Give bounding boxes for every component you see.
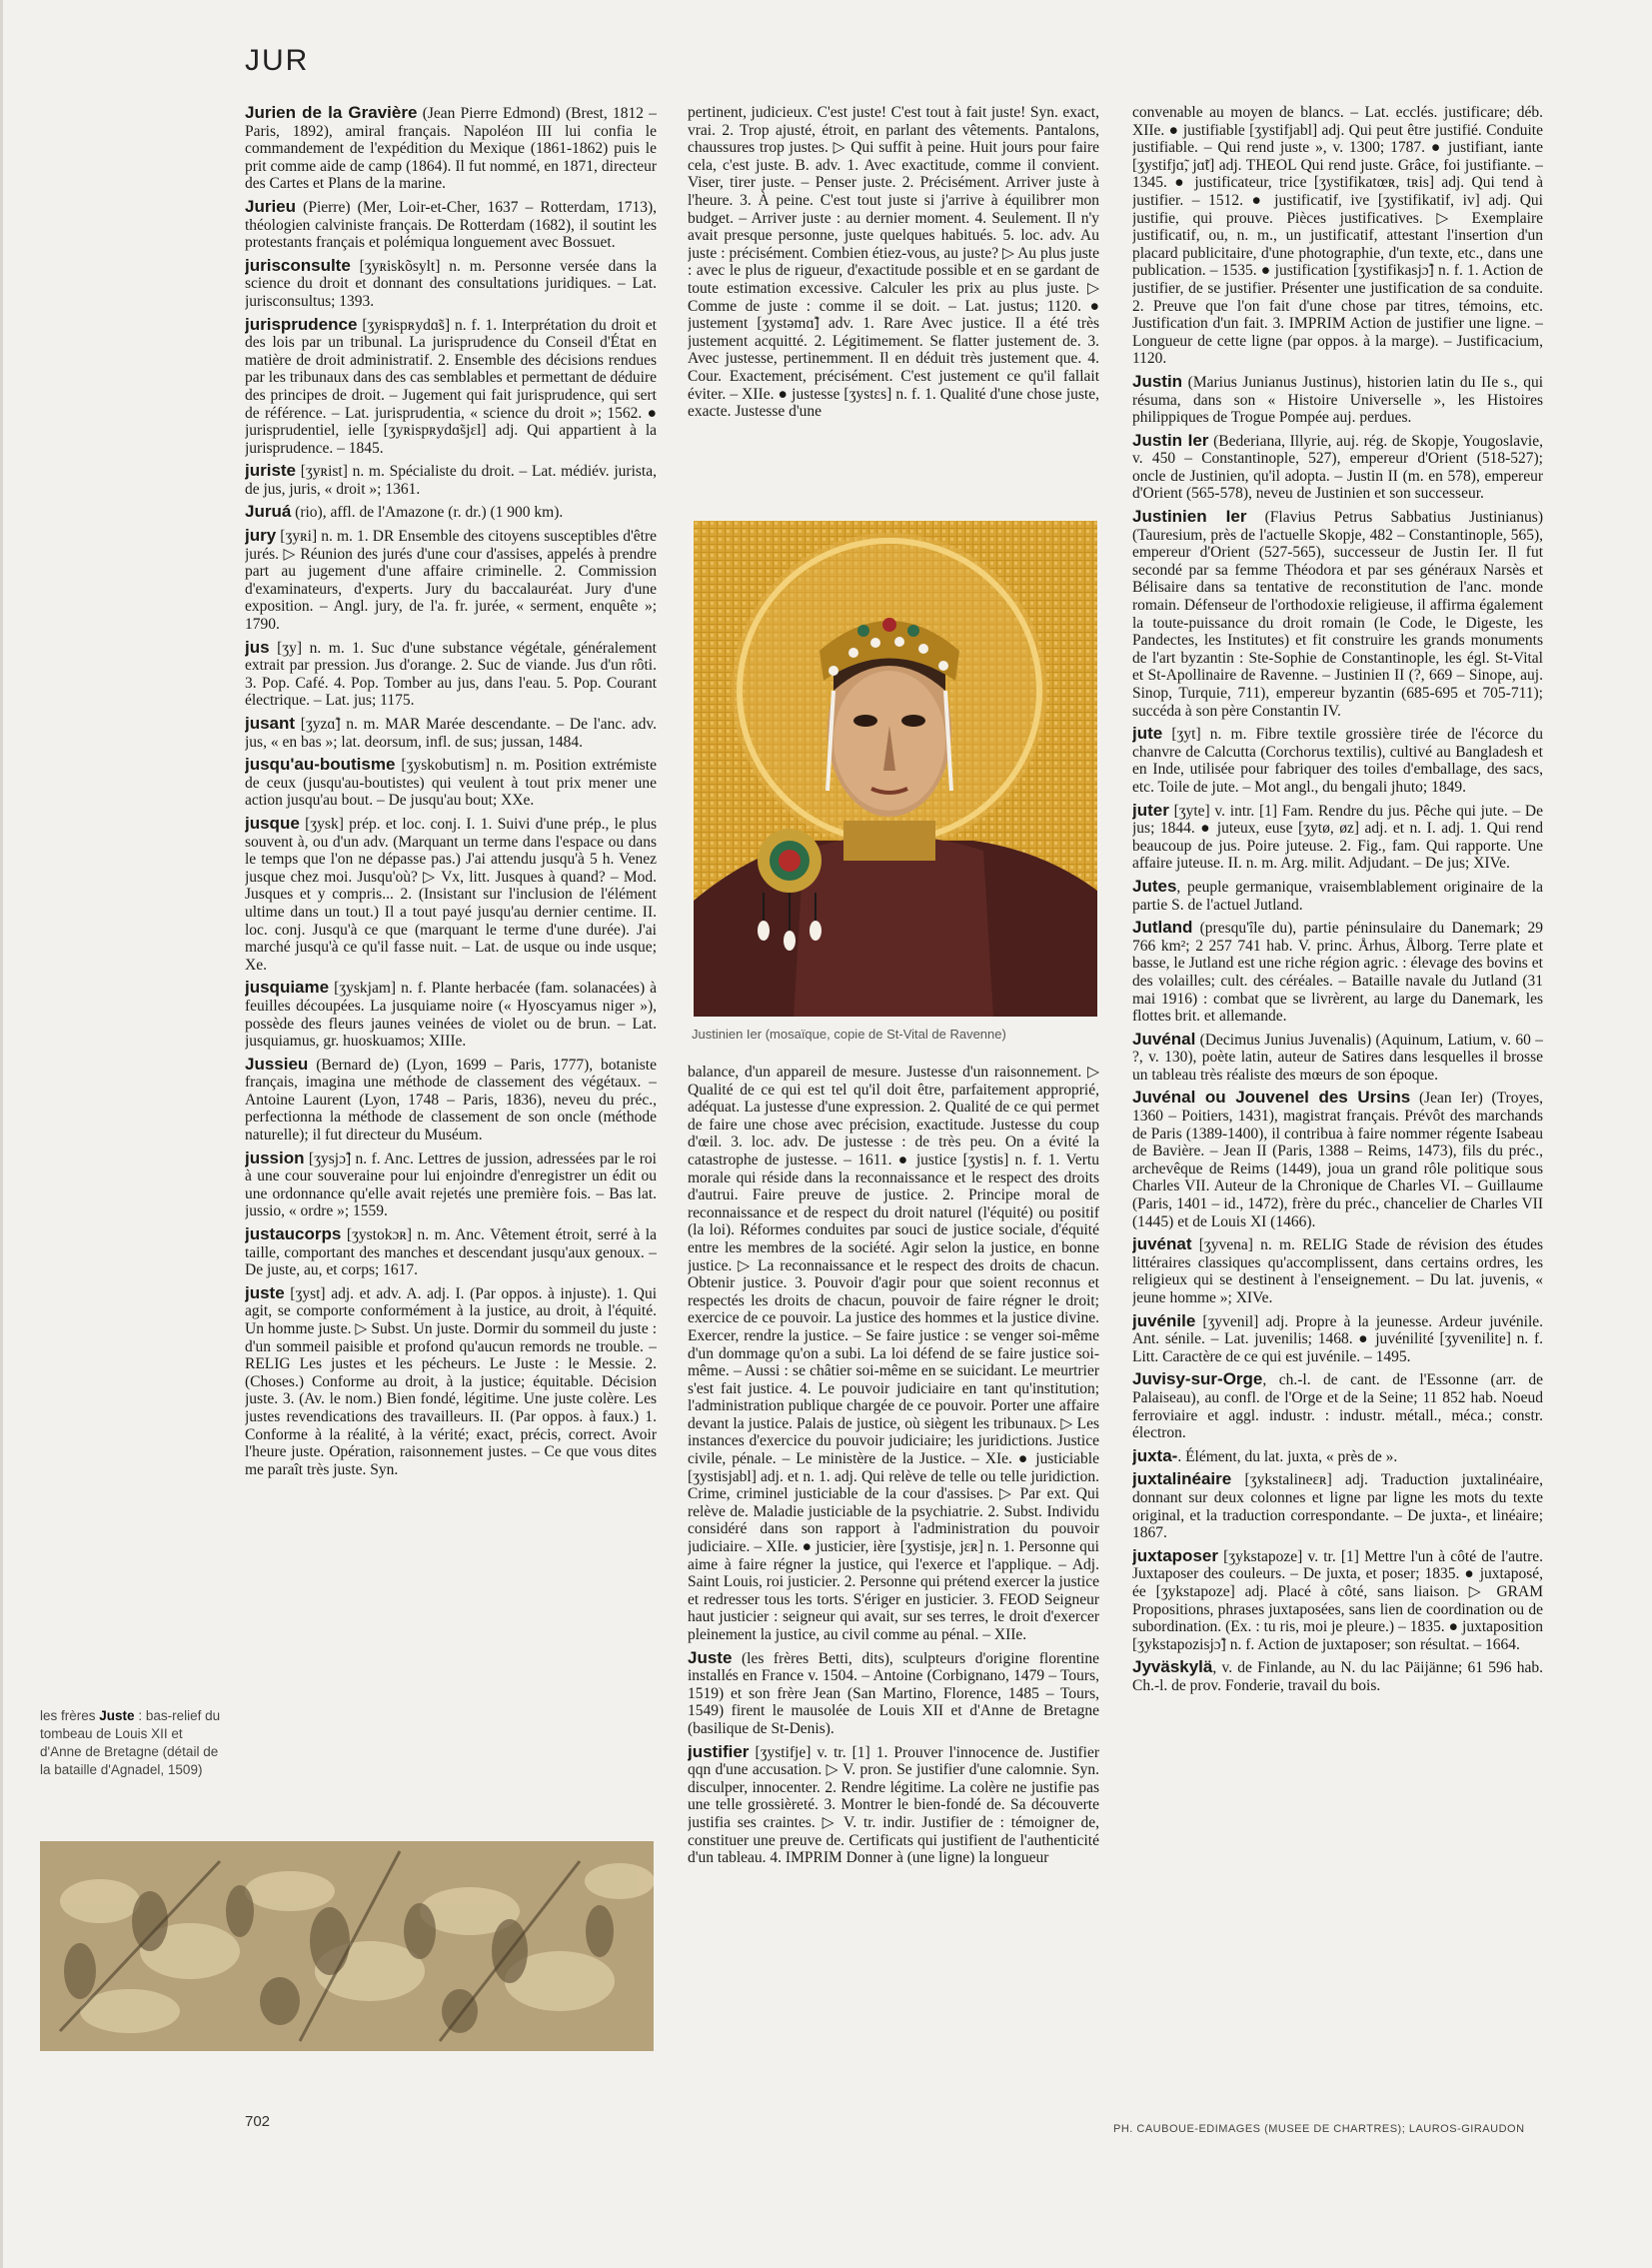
definition-text: [ʒyʀist] n. m. Spécialiste du droit. – Lat. médiév. jurista, de jus, juris, « droit »; 1361. xyxy=(245,463,657,498)
dictionary-entry xyxy=(1132,1031,1543,1085)
dictionary-entry xyxy=(1132,1370,1543,1441)
definition-text: [ʒyt] n. m. Fibre textile grossière tirée de l'écorce du chanvre de Calcutta (Corchorus textilis), cultivé au Bangladesh et en Inde, utilisée pour fabriquer des toiles d'emballage, des sacs, etc. Toile de jute. – Mot angl., du bengali jhuto; 1849. xyxy=(1132,726,1543,796)
headword: juxta- xyxy=(1132,1445,1178,1465)
mosaic-caption: Justinien Ier (mosaïque, copie de St-Vital de Ravenne) xyxy=(692,1027,1006,1042)
dictionary-entry xyxy=(245,1225,657,1279)
dictionary-entry xyxy=(245,1056,657,1144)
headword: jus xyxy=(245,637,270,657)
dictionary-entry xyxy=(1132,878,1543,914)
dictionary-entry xyxy=(1132,432,1543,503)
relief-caption-bold: Juste xyxy=(99,1708,135,1723)
headword: Justin Ier xyxy=(1132,430,1209,450)
dictionary-entry xyxy=(245,527,657,634)
definition-text: [ʒyte] v. intr. [1] Fam. Rendre du jus. Pêche qui jute. – De jus; 1844. ● juteux, euse [ʒytø, øz] adj. et n. I. adj. 1. Qui rend beaucoup de jus. Poire juteuse. 2. Fig., fam. Qui rapporte. Une affaire juteuse. II. n. m. Arg. milit. Adjudant. – De jus; XIVe. xyxy=(1132,802,1543,873)
headword: Juruá xyxy=(245,502,292,522)
headword: jusque xyxy=(245,813,300,833)
headword: jury xyxy=(245,526,277,546)
dictionary-entry xyxy=(1132,725,1543,796)
dictionary-entry xyxy=(245,815,657,974)
mosaic-illustration xyxy=(694,521,1097,1017)
definition-text: [ʒyst] adj. et adv. A. adj. I. (Par oppos. à injuste). 1. Qui agit, se comporte conformément à la justice, au droit, à l'équité. Un homme juste. ▷ Subst. Un juste. Dormir du sommeil du juste : d'un sommeil paisible et profond qu'aucun remords ne trouble. – RELIG Les justes et les pécheurs. Le Juste : le Messie. 2. (Choses.) Conforme au droit, à la justice; équitable. Décision juste. 3. (Av. le nom.) Bien fondé, légitime. Une juste colère. Les justes revendications des travailleurs. II. (Par oppos. à faux.) 1. Conforme à la réalité, à la vérité; exact, précis, correct. Avoir l'heure juste. Opération, raisonnement justes. – Ce que vous dites me paraît très juste. Syn. xyxy=(245,1284,657,1478)
definition-text: (Marius Junianus Justinus), historien latin du IIe s., qui résuma, dans son « Histoire Universelle », les Histoires philippiques de Trogue Pompée auj. perdues. xyxy=(1132,373,1543,427)
definition-text: (Jean Pierre Edmond) (Brest, 1812 – Paris, 1892), amiral français. Napoléon III lui confia le commandement de l'expédition du Mexique (1861-1862) puis le prit comme aide de camp (1864). Il fut nommé, en 1871, directeur des Cartes et Plans de la marine. xyxy=(245,105,657,193)
definition-text: (Jean Ier) (Troyes, 1360 – Poitiers, 1431), magistrat français. Prévôt des marchands de Paris (1389-1400), il contribua à faire nommer régente Isabeau de Bavière. – Jean II (Paris, 1388 – Reims, 1473), fils du préc., archevêque de Reims (1449), joua un grand rôle politique sous Charles VII. Auteur de la Chronique de Charles VI. – Guillaume (Paris, 1401 – id., 1472), frère du préc., chancelier de Charles VII (1445) et de Louis XI (1466). xyxy=(1132,1090,1543,1230)
headword: jusqu'au-boutisme xyxy=(245,755,396,775)
dictionary-entry xyxy=(1132,373,1543,427)
definition-text: [ʒystokɔʀ] n. m. Anc. Vêtement étroit, serré à la taille, comportant des manches et descendant jusqu'aux genoux. – De juste, au, et corps; 1617. xyxy=(245,1226,657,1279)
definition-text: [ʒyʀi] n. m. 1. DR Ensemble des citoyens susceptibles d'être jurés. ▷ Réunion des jurés d'une cour d'assises, appelés à prendre part au jugement d'une affaire criminelle. 2. Commission d'examinateurs, d'experts. Jury du baccalauréat. Jury d'une exposition. – Angl. jury, de l'a. fr. jurée, « serment, enquête »; 1790. xyxy=(245,528,657,634)
headword: Jyväskylä xyxy=(1132,1657,1213,1677)
dictionary-entry xyxy=(245,104,657,193)
dictionary-entry xyxy=(1132,508,1543,720)
headword: justifier xyxy=(688,1741,750,1761)
dictionary-entry xyxy=(1132,1089,1543,1230)
definition-text: (rio), affl. de l'Amazone (r. dr.) (1 900 km). xyxy=(291,504,564,522)
headword: Jutland xyxy=(1132,918,1193,938)
dictionary-entry xyxy=(1132,802,1543,873)
entry-continuation: pertinent, judicieux. C'est juste! C'est tout à fait juste! Syn. exact, vrai. 2. Trop ajusté, étroit, en parlant des vêtements. Pantalons, chaussures trop justes. ▷ Qui suffit à peine. Huit jours pour faire cela, c'est juste. B. adv. 1. Avec exactitude, comme il convient. Viser, tirer juste. – Penser juste. 2. Précisément. Arriver juste à l'heure. 3. À peine. C'est tout juste si j'arrive à équilibrer mon budget. – Arriver juste : au dernier moment. 4. Seulement. Il n'y avait presque personne, juste quelques habitués. 5. loc. adv. Au juste : précisément. Combien étiez-vous, au juste? ▷ Au plus juste : avec le plus de rigueur, d'exactitude possible et en se gardant de toute estimation excessive. Calculer les prix au plus juste. ▷ Comme de juste : comme il se doit. – Lat. justus; 1120. ● justement [ʒystəmɑ̃] adv. 1. Rare Avec justice. Il a été très justement acquitté. 2. Légitimement. Se flatter justement de. 3. Avec justesse, pertinemment. Il en déduit très justement que. 4. Cour. Exactement, précisément. C'est justement ce qu'il fallait éviter. – XIIe. ● justesse [ʒystɛs] n. f. 1. Qualité d'une chose juste, exacte. Justesse d'une xyxy=(688,104,1099,421)
headword: juriste xyxy=(245,461,297,481)
page-edge xyxy=(0,0,3,2268)
dictionary-entry xyxy=(245,1284,657,1479)
headword: Jurieu xyxy=(245,196,297,216)
column-1 xyxy=(245,104,657,1823)
dictionary-entry xyxy=(245,198,657,252)
headword: jussion xyxy=(245,1147,305,1167)
justinien-mosaic-image xyxy=(694,521,1097,1017)
headword: Juvisy-sur-Orge xyxy=(1132,1369,1263,1389)
definition-text: [ʒyskjam] n. f. Plante herbacée (fam. solanacées) à feuilles découpées. La jusquiame noire (« Hyoscyamus niger »), possède des fleurs jaunes veinées de violet ou de brun. – Lat. jusquiamus, gr. huoskuamos; XIIIe. xyxy=(245,980,657,1051)
definition-text: , v. de Finlande, au N. du lac Päijänne; 61 596 hab. Ch.-l. de prov. Fonderie, travail du bois. xyxy=(1132,1659,1543,1694)
headword: Juvénal xyxy=(1132,1029,1196,1049)
dictionary-entry xyxy=(1132,1470,1543,1541)
definition-text: [ʒyskobutism] n. m. Position extrémiste de ceux (jusqu'au-boutistes) qui veulent à tout prix mener une action jusqu'au bout. – De jusqu'au bout; XXe. xyxy=(245,757,657,810)
definition-text: [ʒysk] prép. et loc. conj. I. 1. Suivi d'une prép., le plus souvent à, ou d'un adv. (Marquant un terme dans l'espace ou dans le temps que l'on ne dépasse pas.) J'ai attendu jusqu'à 5 h. Venez jusque chez moi. Jusqu'où? ▷ Vx, litt. Jusques à quand? – Mod. Jusques et y compris... 2. (Insistant sur l'inclusion de l'élément ultime dans un tout.) Il a tout payé jusqu'au dernier centime. II. loc. conj. Jusqu'à ce que (marquant le terme d'une durée). J'ai marché jusqu'à ce qu'il fasse nuit. – Lat. de usque ou inde usque; Xe. xyxy=(245,815,657,974)
definition-text: (Flavius Petrus Sabbatius Justinianus) (Tauresium, près de l'actuelle Skopje, 482 – Constantinople, 565), empereur d'Orient (527-565), successeur de Justin Ier. Il fut secondé par sa femme Théodora et par ses généraux Narsès et Bélisaire dans sa tentative de reconstitution de l'anc. monde romain. Défenseur de l'orthodoxie religieuse, il affirma également la toute-puissance du droit romain (le Code, le Digeste, les Pandectes, les Institutes) et fit construire les grands monuments de l'art byzantin : Ste-Sophie de Constantinople, les égl. St-Vital et St-Apollinaire de Ravenne. – Justinien II (?, 669 – Sinope, auj. Sinop, Turquie, 711), empereur byzantin (685-695 et 705-711); succéda à son père Constantin IV. xyxy=(1132,509,1543,720)
dictionary-entry xyxy=(1132,1235,1543,1306)
definition-text: [ʒyvenil] adj. Propre à la jeunesse. Ardeur juvénile. Ant. sénile. – Lat. juvenilis; 1468. ● juvénilité [ʒyvenilite] n. f. Litt. Caractère de ce qui est juvénile. – 1495. xyxy=(1132,1312,1543,1365)
dictionary-entry xyxy=(245,257,657,311)
definition-text: convenable au moyen de blancs. – Lat. ecclés. justificare; déb. XIIe. ● justifiable [ʒystifjabl] adj. Qui peut être justifié. Conduite justifiable. – Qui rend juste », v. 1300; 1787. ● justifiant, iante [ʒystifjɑ̃, jɑ̃t] adj. THEOL Qui rend juste. Grâce, foi justifiante. – 1345. ● justificateur, trice [ʒystifikatœʀ, tʀis] adj. Qui tend à justifier. – 1512. ● justificatif, ive [ʒystifikatif, iv] adj. Qui justifie, qui prouve. Pièces justificatives. ▷ Exemplaire justificatif, ou, n. m., un justificatif, attestant l'insertion d'un placard publicitaire, d'une photographie, d'un texte, etc., dans une publication. – 1535. ● justification [ʒystifikasjɔ̃] n. f. 1. Action de justifier, de se justifier. Présenter une justification de sa conduite. 2. Preuve que l'on fait d'une chose par titres, témoins, etc. Justification d'un fait. 3. IMPRIM Action de justifier une ligne. – Longueur de cette ligne (par oppos. à la marge). – Justificacium, 1120. xyxy=(1132,104,1543,368)
headword: jute xyxy=(1132,724,1163,744)
headword: juter xyxy=(1132,800,1169,820)
dictionary-entry xyxy=(245,316,657,458)
running-head: JUR xyxy=(245,44,310,77)
bas-relief-image xyxy=(40,1841,654,2051)
relief-illustration xyxy=(40,1841,654,2051)
headword: Justin xyxy=(1132,371,1183,391)
definition-text: (les frères Betti, dits), sculpteurs d'origine florentine installés en France v. 1504. – Antoine (Corbignano, 1479 – Tours, 1519) et son frère Jean (San Martino, Florence, 1485 – Tours, 1549) firent le mausolée de Louis XII et d'Anne de Bretagne (basilique de St-Denis). xyxy=(688,1649,1099,1737)
dictionary-entry xyxy=(245,462,657,498)
definition-text: balance, d'un appareil de mesure. Justesse d'un raisonnement. ▷ Qualité de ce qui est tel qu'il doit être, parfaitement approprié, adéquat. La justesse d'une expression. 2. Qualité de ce qui permet de faire une chose avec précision, exactitude. Justesse du coup d'œil. 3. loc. adv. De justesse : de très peu. On a évité la catastrophe de justesse. – 1611. ● justice [ʒystis] n. f. 1. Vertu morale qui réside dans la reconnaissance et le respect des droits d'autrui. Faire preuve de justice. 2. Principe moral de reconnaissance et de respect du droit naturel (l'équité) ou positif (la loi). Réformes conduites par souci de justice sociale, d'équité entre les membres de la société. Agir selon la justice, en bonne justice. ▷ La reconnaissance et le respect des droits de chacun. Obtenir justice. 3. Pouvoir d'agir pour que soient reconnus et respectés les droits de chacun, pouvoir de faire régner le droit; exercice de ce pouvoir. La justice des hommes et la justice divine. Exercer, rendre la justice. – Se faire justice : se venger soi-même d'un dommage qu'on a subi. La loi défend de se faire justice soi-même. – Aussi : se châtier soi-même en se suicidant. Le meurtrier s'est fait justice. 4. Le pouvoir judiciaire en tant qu'institution; l'administration publique chargée de ce pouvoir. Porter une affaire devant la justice. Palais de justice, où siègent les tribunaux. ▷ Les instances d'exercice du pouvoir judiciaire; les juridictions. Justice civile, pénale. – Le ministère de la Justice. – XIe. ● justiciable [ʒystisjabl] adj. et n. 1. adj. Qui relève de telle ou telle juridiction. Crime, criminel justiciable de la cour d'assises. ▷ Par ext. Qui relève de. Maladie justiciable de la psychiatrie. 2. Subst. Individu considéré dans son rapport à l'administration du pouvoir judiciaire. – XIIe. ● justicier, ière [ʒystisje, jɛʀ] n. 1. Personne qui aime à faire régner la justice, qui l'exerce et l'applique. – Adj. Saint Louis, roi justicier. 2. Personne qui prétend exercer la justice et redresser tous les torts. S'ériger en justicier. 3. FEOD Seigneur haut justicier : seigneur qui avait, sur ses terres, le droit d'exercer pleinement la justice, au civil comme au pénal. – XIIe. xyxy=(688,1064,1099,1643)
dictionary-entry xyxy=(1132,1547,1543,1654)
headword: Jurien de la Gravière xyxy=(245,104,418,122)
dictionary-entry xyxy=(1132,1312,1543,1366)
headword: Jussieu xyxy=(245,1054,309,1074)
dictionary-entry xyxy=(245,1149,657,1220)
column-3 xyxy=(1132,104,1543,2103)
headword: juxtalinéaire xyxy=(1132,1469,1232,1489)
relief-caption-text: : bas-relief du tombeau de Louis XII et d'Anne de Bretagne (détail de la bataille d'Agnadel, 1509) xyxy=(40,1708,221,1777)
definition-text: [ʒyzɑ̃] n. m. MAR Marée descendante. – De l'anc. adv. jus, « en bas »; lat. deorsum, infl. de sus; jussan, 1484. xyxy=(245,716,657,751)
definition-text: [ʒykstalineɛʀ] adj. Traduction juxtalinéaire, donnant sur deux colonnes et ligne par ligne les mots du texte original, et la traduction correspondante. – De juxta-, et linéaire; 1867. xyxy=(1132,1471,1543,1542)
definition-text: , ch.-l. de cant. de l'Essonne (arr. de Palaiseau), au confl. de l'Orge et de la Seine; 11 852 hab. Noeud ferroviaire et aggl. industr. : industr. métall., méca.; constr. électron. xyxy=(1132,1371,1543,1442)
headword: jurisprudence xyxy=(245,314,358,334)
headword: jusquiame xyxy=(245,978,330,998)
headword: juste xyxy=(245,1282,285,1302)
definition-text: [ʒystifje] v. tr. [1] 1. Prouver l'innocence de. Justifier qqn d'une accusation. ▷ V. pron. Se justifier d'une calomnie. Syn. disculper, innocenter. 2. Rendre légitime. La colère ne justifie pas une telle grossièreté. 3. Montrer le bien-fondé de. Sa découverte justifia ses craintes. ▷ V. tr. indir. Justifier de : témoigner de, constituer une preuve de. Certificats qui justifient de l'authenticité d'un tableau. 4. IMPRIM Donner à (une ligne) la longueur xyxy=(688,1743,1099,1867)
dictionary-entry xyxy=(1132,1658,1543,1694)
definition-text: [ʒyʀiskõsylt] n. m. Personne versée dans la science du droit et donnant des consultations juridiques. – Lat. jurisconsultus; 1393. xyxy=(245,257,657,310)
headword: Justinien Ier xyxy=(1132,507,1247,527)
headword: Jutes xyxy=(1132,876,1177,896)
definition-text: (presqu'île du), partie péninsulaire du Danemark; 29 766 km²; 2 257 741 hab. V. princ. Århus, Ålborg. Terre plate et basse, le Jutland est une riche région agric. : élevage des bovins et des volailles; cult. des céréales. – Bataille navale du Jutland (31 mai 1916) : combat que se livrèrent, au large du Danemark, les flottes brit. et allemande. xyxy=(1132,920,1543,1026)
definition-text: . Élément, du lat. juxta, « près de ». xyxy=(1177,1447,1398,1465)
page-number: 702 xyxy=(245,2113,271,2130)
definition-text: [ʒysjɔ̃] n. f. Anc. Lettres de jussion, adressées par le roi à une cour souveraine pour lui enjoindre d'enregistrer un édit ou une ordonnance qu'elle avait rejetés une première fois. – Bas lat. jussio, « ordre »; 1559. xyxy=(245,1149,657,1220)
dictionary-entry xyxy=(688,1649,1099,1738)
dictionary-entry xyxy=(688,1743,1099,1867)
definition-text: (Decimus Junius Juvenalis) (Aquinum, Latium, v. 60 – ?, v. 130), poète latin, auteur de Satires dans lesquelles il brosse un tableau très réaliste des mœurs de son époque. xyxy=(1132,1031,1543,1084)
headword: jusant xyxy=(245,714,296,733)
photo-credit: PH. CAUBOUE-EDIMAGES (MUSEE DE CHARTRES); LAUROS-GIRAUDON xyxy=(1113,2123,1525,2135)
relief-caption-lead: les frères xyxy=(40,1708,100,1723)
headword: Juste xyxy=(688,1647,733,1667)
headword: Juvénal ou Jouvenel des Ursins xyxy=(1132,1088,1411,1108)
headword: juvénat xyxy=(1132,1234,1192,1254)
dictionary-entry xyxy=(245,756,657,810)
dictionary-entry xyxy=(1132,104,1543,368)
definition-text: , peuple germanique, vraisemblablement originaire de la partie S. de l'actuel Jutland. xyxy=(1132,878,1543,914)
dictionary-entry xyxy=(245,979,657,1050)
dictionary-entry xyxy=(1132,919,1543,1026)
relief-caption xyxy=(40,1707,225,1779)
definition-text: [ʒyʀispʀydɑ̃s] n. f. 1. Interprétation du droit et des lois par un tribunal. La jurisprudence du Conseil d'État en matière de droit administratif. 2. Ensemble des décisions rendues par les tribunaux dans des cas semblables et permettant de déduire des principes de droit. – Jugement qui fait jurisprudence, qui sert de référence. – Lat. jurisprudentia, « science du droit »; 1562. ● jurisprudentiel, ielle [ʒyʀispʀydɑ̃sjɛl] adj. Qui appartient à la jurisprudence. – 1845. xyxy=(245,316,657,457)
dictionary-entry xyxy=(1132,1447,1543,1466)
column-2-top xyxy=(688,104,1099,508)
dictionary-entry xyxy=(245,639,657,710)
definition-text: (Pierre) (Mer, Loir-et-Cher, 1637 – Rotterdam, 1713), théologien calviniste français. De Rotterdam (1682), il soutint les protestants français et polémiqua longuement avec Bossuet. xyxy=(245,198,657,252)
definition-text: [ʒyvena] n. m. RELIG Stade de révision des études littéraires classiques qu'accomplissent, dans certains ordres, les religieux qui se destinent à l'enseignement. – Du lat. juvenis, « jeune homme »; XIVe. xyxy=(1132,1236,1543,1306)
headword: jurisconsulte xyxy=(245,255,351,275)
headword: juvénile xyxy=(1132,1310,1196,1330)
dictionary-entry xyxy=(245,715,657,751)
headword: justaucorps xyxy=(245,1224,342,1244)
definition-text: (Bernard de) (Lyon, 1699 – Paris, 1777), botaniste français, imagina une méthode de classement des végétaux. – Antoine Laurent (Lyon, 1748 – Paris, 1836), neveu du préc., perfectionna la méthode de classement de son oncle (méthode naturelle); il fut directeur du Muséum. xyxy=(245,1056,657,1144)
headword: juxtaposer xyxy=(1132,1545,1218,1565)
column-2-bottom xyxy=(688,1064,1099,2099)
dictionary-entry xyxy=(688,1064,1099,1644)
definition-text: [ʒy] n. m. 1. Suc d'une substance végétale, généralement extrait par pression. Jus d'orange. 2. Suc de viande. Jus d'un rôti. 3. Pop. Café. 4. Pop. Tomber au jus, dans l'eau. 5. Pop. Courant électrique. – Lat. jus; 1175. xyxy=(245,639,657,710)
definition-text: [ʒykstapoze] v. tr. [1] Mettre l'un à côté de l'autre. Juxtaposer des couleurs. – De juxta, et poser; 1835. ● juxtaposé, ée [ʒykstapoze] adj. Placé à côté, sans liaison. ▷ GRAM Propositions, phrases juxtaposées, sans lien de coordination ou de subordination. (Ex. : tu ris, moi je pleure.) – 1835. ● juxtaposition [ʒykstapozisjɔ̃] n. f. Action de juxtaposer; son résultat. – 1664. xyxy=(1132,1547,1543,1653)
dictionary-entry xyxy=(245,503,657,522)
definition-text: (Bederiana, Illyrie, auj. rég. de Skopje, Yougoslavie, v. 450 – Constantinople, 527), empereur d'Orient (518-527); oncle de Justinien, qu'il adopta. – Justin II (m. en 578), empereur d'Orient (565-578), neveu de Justinien et son successeur. xyxy=(1132,432,1543,503)
